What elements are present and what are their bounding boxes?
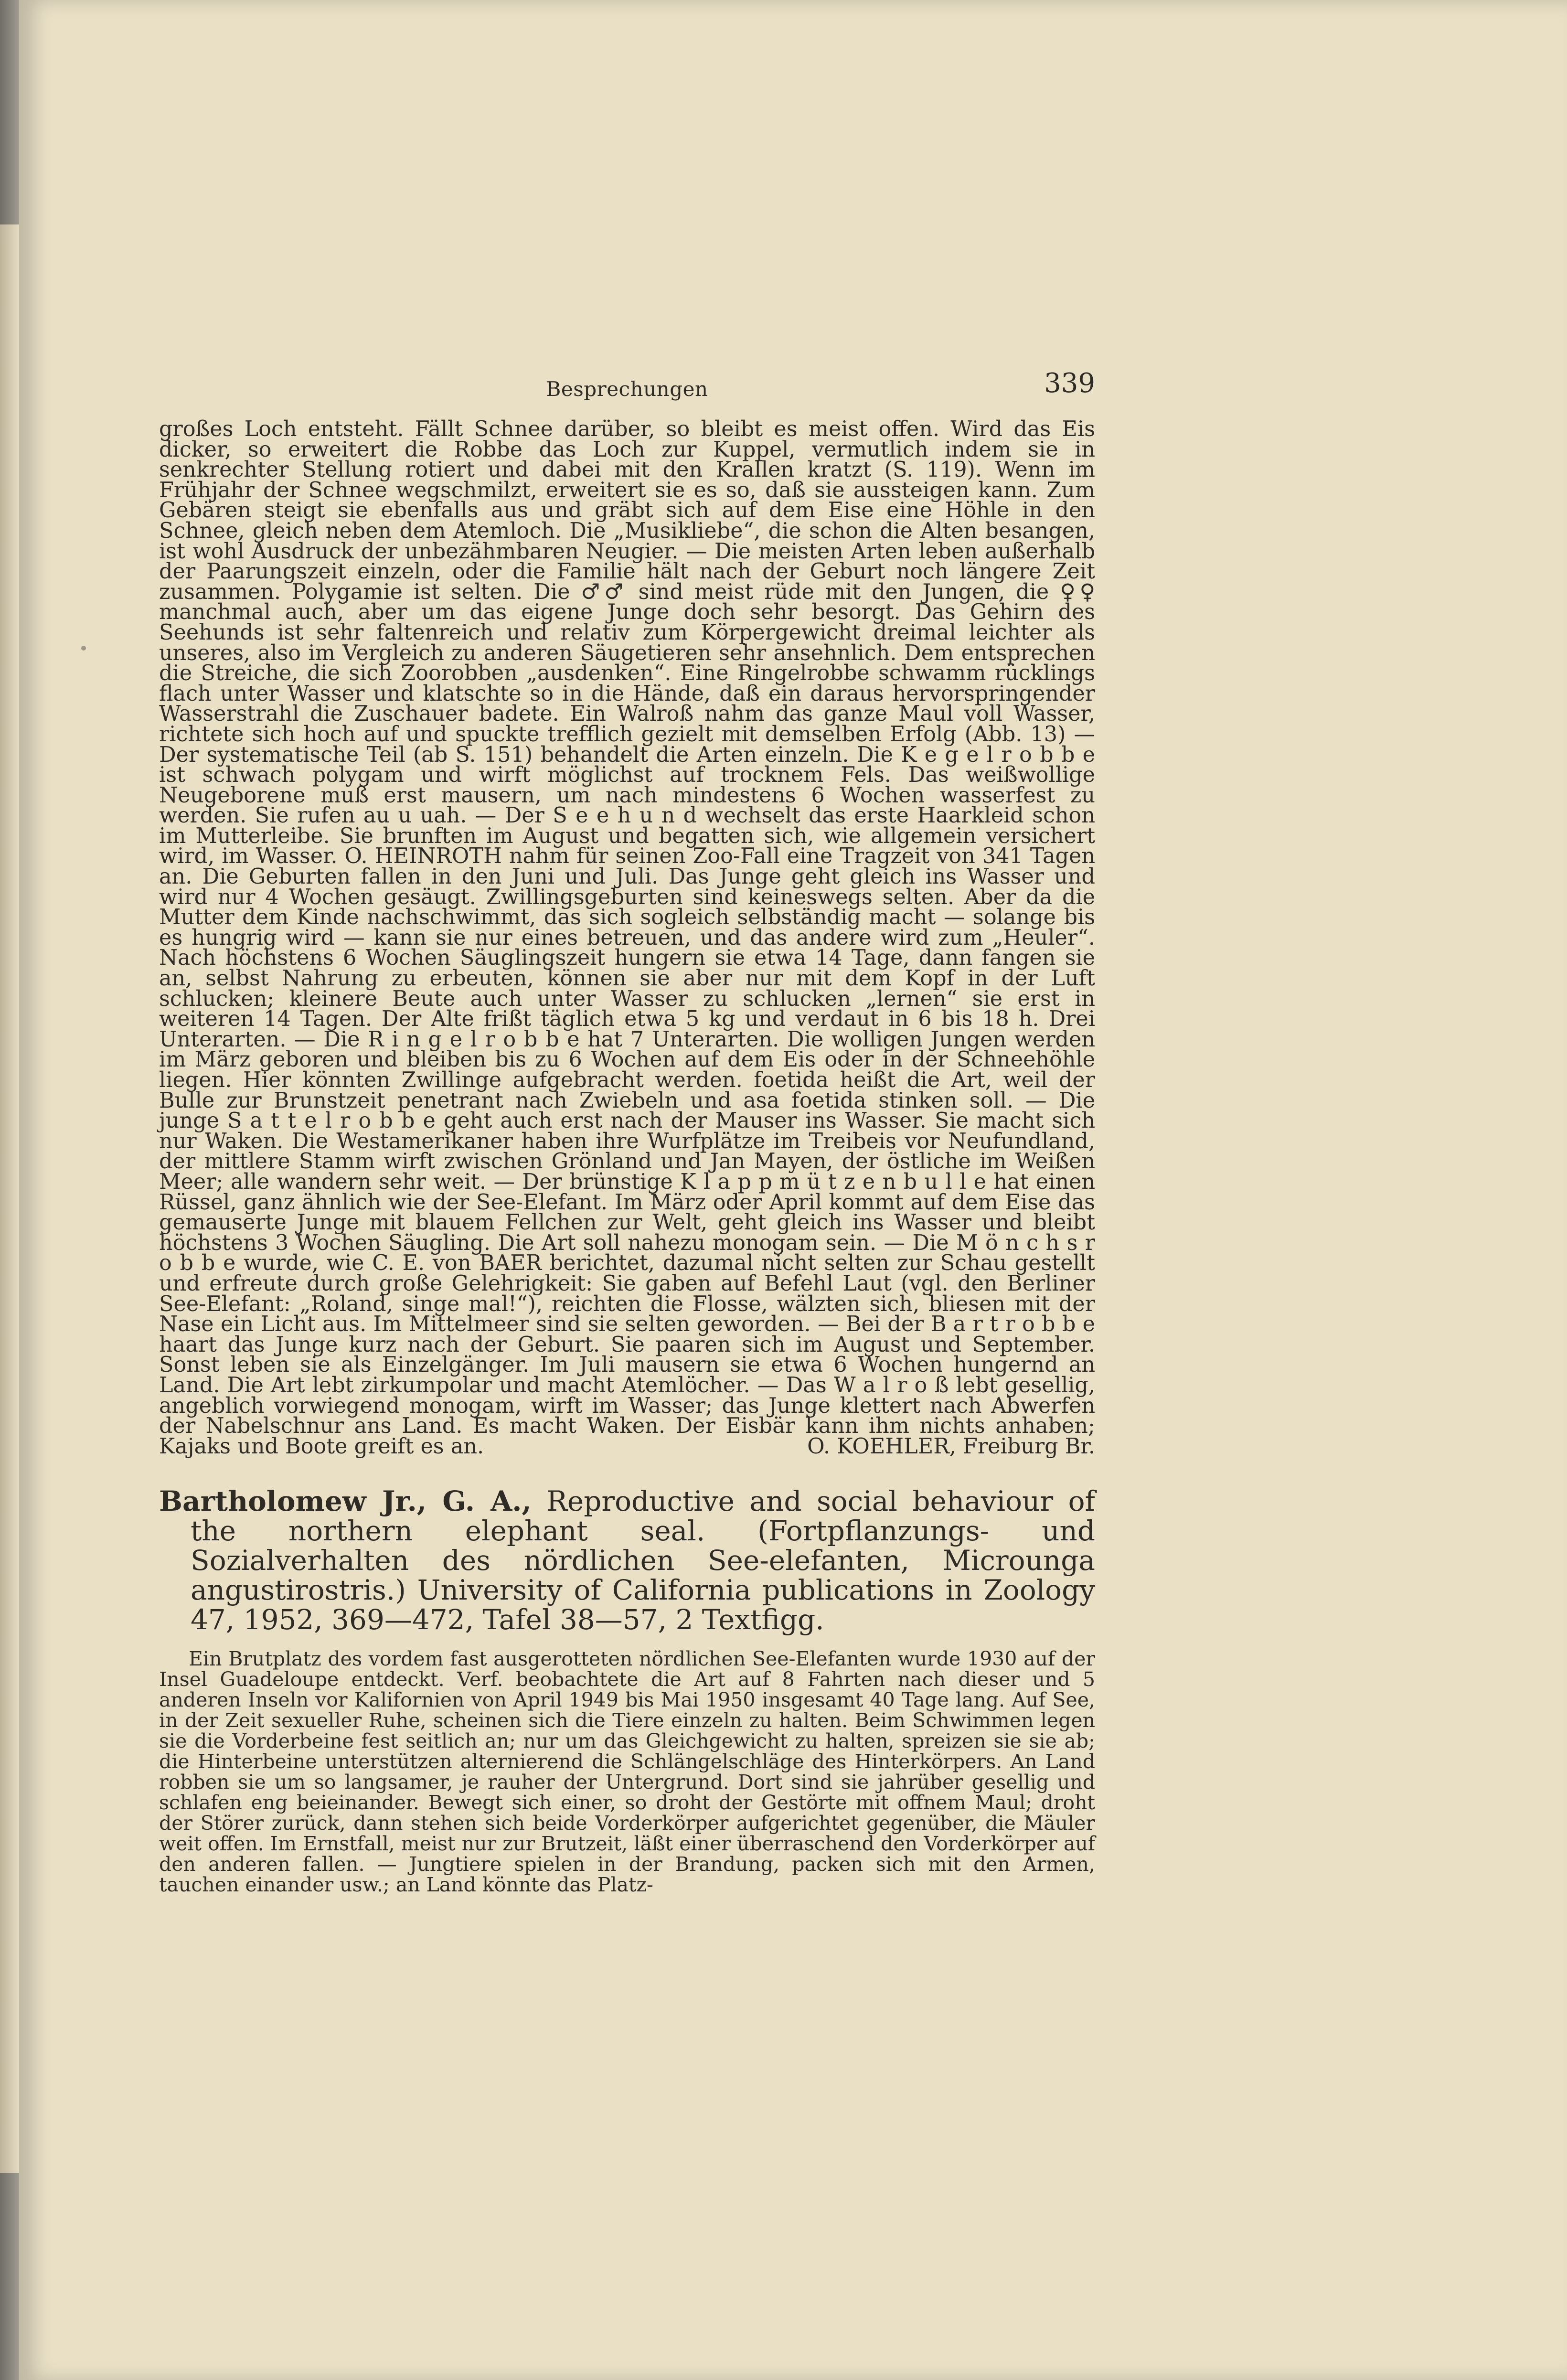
review-body-bartholomew: Ein Brutplatz des vordem fast ausgerotteten nördlichen See-Elefanten wurde 1930 auf der Insel Guadeloupe entdeckt. Verf. beobachtete die Art auf 8 Fahrten nach dieser und 5 anderen Inseln vor Kalifornien von April 1949 bis Mai 1950 insgesamt 40 Tage lang. Auf See, in der Zeit sexueller Ruhe, scheinen sich die Tiere einzeln zu halten. Beim Schwimmen legen sie die Vorderbeine fest seitlich an; nur um das Gleichgewicht zu halten, spreizen sie sie ab; die Hinterbeine unterstützen alternierend die Schlängelschläge des Hinterkörpers. An Land robben sie um so langsamer, je rauher der Untergrund. Dort sind sie jahrüber gesellig und schlafen eng beieinander. Bewegt sich einer, so droht der Gestörte mit offnem Maul; droht der Störer zurück, dann stehen sich beide Vorderkörper aufgerichtet gegenüber, die Mäuler weit offen. Im Ernstfall, meist nur zur Brutzeit, läßt einer überraschend den Vorderkörper auf den anderen fallen. — Jungtiere spielen in der Brandung, packen sich mit den Armen, tauchen einander usw.; an Land könnte das Platz- (159, 1647, 1095, 1897)
left-page-edge (0, 224, 19, 2173)
book-citation (159, 1486, 1095, 1634)
citation-title: Reproductive and social behaviour of the northern elephant seal. (Fortpflanzungs- und Sozialverhalten des nördlichen See-elefanten, Microunga angustirostris.) University of California publications in Zoology 47, 1952, 369—472, Tafel 38—57, 2 Textfigg. (191, 1485, 1096, 1636)
ink-spot (81, 646, 86, 651)
citation-author: Bartholomew Jr., G. A., (159, 1485, 532, 1518)
review-body-koehler: großes Loch entsteht. Fällt Schnee darüber, so bleibt es meist offen. Wird das Eis dicker, so erweitert die Robbe das Loch zur Kuppel, vermutlich indem sie in senkrechter Stellung rotiert und dabei mit den Krallen kratzt (S. 119). Wenn im Frühjahr der Schnee wegschmilzt, erweitert sie es so, daß sie aussteigen kann. Zum Gebären steigt sie ebenfalls aus und gräbt sich auf dem Eise eine Höhle in den Schnee, gleich neben dem Atemloch. Die „Musikliebe“, die schon die Alten besangen, ist wohl Ausdruck der unbezähmbaren Neugier. — Die meisten Arten leben außerhalb der Paarungszeit einzeln, oder die Familie hält nach der Geburt noch längere Zeit zusammen. Polygamie ist selten. Die ♂♂ sind meist rüde mit den Jungen, die ♀♀ manchmal auch, aber um das eigene Junge doch sehr besorgt. Das Gehirn des Seehunds ist sehr faltenreich und relativ zum Körpergewicht dreimal leichter als unseres, also im Vergleich zu anderen Säugetieren sehr ansehnlich. Dem entsprechen die Streiche, die sich Zoorobben „ausdenken“. Eine Ringelrobbe schwamm rücklings flach unter Wasser und klatschte so in die Hände, daß ein daraus hervorspringender Wasserstrahl die Zuschauer badete. Ein Walroß nahm das ganze Maul voll Wasser, richtete sich hoch auf und spuckte trefflich gezielt mit demselben Erfolg (Abb. 13) — Der systematische Teil (ab S. 151) behandelt die Arten einzeln. Die K e g e l r o b b e ist schwach polygam und wirft möglichst auf trocknem Fels. Das weißwollige Neugeborene muß erst mausern, um nach mindestens 6 Wochen wasserfest zu werden. Sie rufen au u uah. — Der S e e h u n d wechselt das erste Haarkleid schon im Mutterleibe. Sie brunften im August und begatten sich, wie allgemein versichert wird, im Wasser. O. HEINROTH nahm für seinen Zoo-Fall eine Tragzeit von 341 Tagen an. Die Geburten fallen in den Juni und Juli. Das Junge geht gleich ins Wasser und wird nur 4 Wochen gesäugt. Zwillingsgeburten sind keineswegs selten. Aber da die Mutter dem Kinde nachschwimmt, das sich sogleich selbständig macht — solange bis es hungrig wird — kann sie nur eines betreuen, und das andere wird zum „Heuler“. Nach höchstens 6 Wochen Säuglingszeit hungern sie etwa 14 Tage, dann fangen sie an, selbst Nahrung zu erbeuten, können sie aber nur mit dem Kopf in der Luft schlucken; kleinere Beute auch unter Wasser zu schlucken „lernen“ sie erst in weiteren 14 Tagen. Der Alte frißt täglich etwa 5 kg und verdaut in 6 bis 18 h. Drei Unterarten. — Die R i n g e l r o b b e hat 7 Unterarten. Die wolligen Jungen werden im März geboren und bleiben bis zu 6 Wochen auf dem Eis oder in der Schneehöhle liegen. Hier könnten Zwillinge aufgebracht werden. foetida heißt die Art, weil der Bulle zur Brunstzeit penetrant nach Zwiebeln und asa foetida stinken soll. — Die junge S a t t e l r o b b e geht auch erst nach der Mauser ins Wasser. Sie macht sich nur Waken. Die Westamerikaner haben ihre Wurfplätze im Treibeis vor Neufundland, der mittlere Stamm wirft zwischen Grönland und Jan Mayen, der östliche im Weißen Meer; alle wandern sehr weit. — Der brünstige K l a p p m ü t z e n b u l l e hat einen Rüssel, ganz ähnlich wie der See-Elefant. Im März oder April kommt auf dem Eise das gemauserte Junge mit blauem Fellchen zur Welt, geht gleich ins Wasser und bleibt höchstens 3 Wochen Säugling. Die Art soll nahezu monogam sein. — Die M ö n c h s r o b b e wurde, wie C. E. von BAER berichtet, dazumal nicht selten zur Schau gestellt und erfreute durch große Gelehrigkeit: Sie gaben auf Befehl Laut (vgl. den Berliner See-Elefant: „Roland, singe mal!“), reichten die Flosse, wälzten sich, bliesen mit der Nase ein Licht aus. Im Mittelmeer sind sie selten geworden. — Bei der B a r t r o b b e haart das Junge kurz nach der Geburt. Sie paaren sich im August und September. Sonst leben sie als Einzelgänger. Im Juli mausern sie etwa 6 Wochen hungernd an Land. Die Art lebt zirkumpolar und macht Atemlöcher. — Das W a l r o ß lebt gesellig, angeblich vorwiegend monogam, wirft im Wasser; das Junge klettert nach Abwerfen der Nabelschnur ans Land. Es macht Waken. Der Eisbär kann ihm nichts anhaben; Kajaks und Boote greift es an. (159, 417, 1095, 1459)
page-number: 339 (1044, 368, 1095, 399)
reviewer-signature: O. KOEHLER, Freiburg Br. (807, 1434, 1095, 1459)
section-gap (159, 1457, 1095, 1486)
book-page (19, 0, 1567, 2380)
page-content (159, 368, 1095, 1895)
running-head-title: Besprechungen (546, 377, 708, 401)
running-head (159, 368, 1095, 406)
